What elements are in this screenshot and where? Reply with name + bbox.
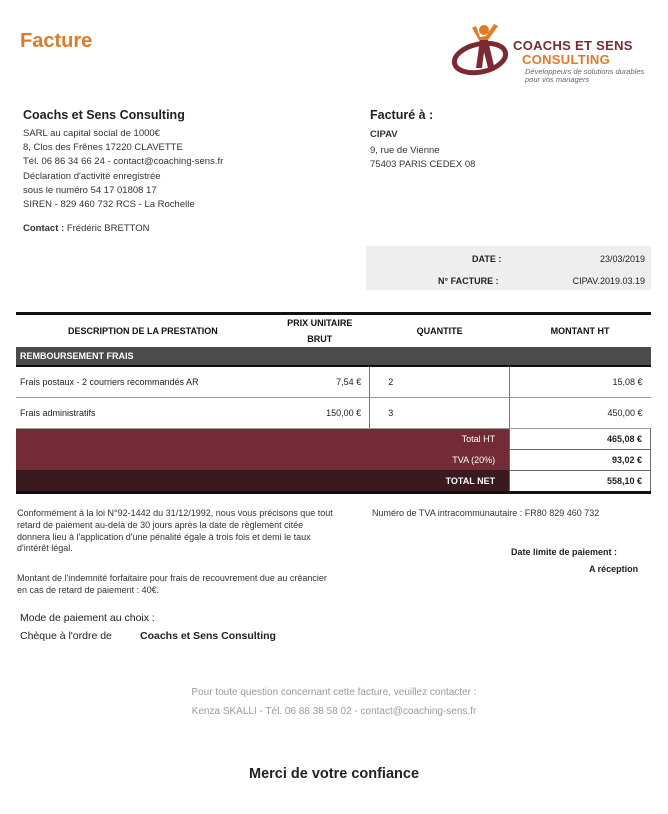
- row-quantity: 2: [370, 366, 510, 397]
- date-value: 23/03/2019: [599, 254, 645, 264]
- table-row: [16, 397, 651, 428]
- table-header-row: [16, 314, 651, 348]
- table-bottom-rule: [16, 491, 651, 494]
- due-date-label: Date limite de paiement :: [511, 547, 618, 557]
- footer-contact-intro: Pour toute question concernant cette facture, veuillez contacter :: [191, 687, 477, 698]
- col-description: DESCRIPTION DE LA PRESTATION: [16, 314, 270, 348]
- tva-row: [16, 449, 651, 470]
- payment-cheque-company: Coachs et Sens Consulting: [140, 630, 276, 642]
- billed-to-address: [370, 144, 475, 171]
- sender-line: Déclaration d'activité enregistrée: [23, 170, 161, 182]
- section-row: [16, 347, 651, 366]
- billed-line: 9, rue de Vienne: [370, 145, 440, 156]
- tva-value: 93,02 €: [510, 449, 651, 470]
- billed-to-title: Facturé à :: [370, 108, 434, 122]
- total-net-row: [16, 470, 651, 491]
- total-net-value: 558,10 €: [510, 470, 651, 491]
- row-description: Frais postaux - 2 courriers recommandés AR: [16, 366, 270, 397]
- due-date-value: A réception: [589, 564, 639, 574]
- late-penalty-notice: Conformément à la loi N°92-1442 du 31/12/1992, nous vous précisons que tout retard de paiement au-delà de 30 jours après la date de règlement citée donnera lieu à l'application d'une pénalité égale à trois fois et demi le taux d'intérêt légal.: [17, 508, 333, 554]
- thanks-message: Merci de votre confiance: [248, 766, 420, 782]
- invoice-number-label: N° FACTURE :: [438, 276, 499, 286]
- billed-to-name: CIPAV: [370, 129, 398, 140]
- row-unit-price: 7,54 €: [270, 366, 370, 397]
- billed-line: 75403 PARIS CEDEX 08: [370, 158, 476, 170]
- payment-title: Mode de paiement au choix :: [20, 612, 155, 624]
- row-description: Frais administratifs: [16, 397, 270, 428]
- tva-number: Numéro de TVA intracommunautaire : FR80 829 460 732: [372, 508, 600, 518]
- invoice-title: Facture: [20, 30, 93, 52]
- sender-line: 8, Clos des Frênes 17220 CLAVETTE: [23, 142, 183, 154]
- date-label: DATE :: [472, 254, 502, 264]
- total-ht-row: [16, 428, 651, 449]
- col-amount: MONTANT HT: [510, 314, 651, 348]
- total-net-label: TOTAL NET: [16, 470, 510, 491]
- logo-line-2: CONSULTING: [522, 52, 610, 67]
- company-logo: [450, 20, 650, 90]
- indemnity-notice: Montant de l'indemnité forfaitaire pour frais de recouvrement due au créancier en cas de retard de paiement : 40€.: [17, 573, 327, 595]
- invoice-number-value: CIPAV.2019.03.19: [572, 276, 645, 286]
- row-quantity: 3: [370, 397, 510, 428]
- col-quantity: QUANTITE: [370, 314, 510, 348]
- tva-label: TVA (20%): [16, 449, 510, 470]
- contact-label: Contact :: [23, 223, 65, 234]
- contact-value: Frédéric BRETTON: [66, 223, 150, 234]
- row-unit-price: 150,00 €: [270, 397, 370, 428]
- sender-line: Tél. 06 86 34 66 24 - contact@coaching-sens.fr: [23, 156, 224, 168]
- invoice-table: [16, 312, 651, 492]
- invoice-meta-box: [366, 246, 651, 290]
- sender-line: SIREN - 829 460 732 RCS - La Rochelle: [23, 199, 195, 211]
- footer-contact-details: Kenza SKALLI - Tél. 06 88 38 58 02 - contact@coaching-sens.fr: [191, 706, 477, 717]
- sender-contact: [23, 223, 150, 234]
- table-row: [16, 366, 651, 397]
- sender-name: Coachs et Sens Consulting: [23, 108, 185, 122]
- total-ht-label: Total HT: [16, 428, 510, 449]
- coach-figure-icon: [450, 20, 514, 82]
- row-amount: 450,00 €: [510, 397, 651, 428]
- sender-line: sous le numéro 54 17 01808 17: [23, 184, 157, 196]
- section-label: REMBOURSEMENT FRAIS: [16, 347, 651, 366]
- sender-line: SARL au capital social de 1000€: [23, 128, 160, 139]
- col-unit-price: PRIX UNITAIRE BRUT: [270, 314, 370, 348]
- row-amount: 15,08 €: [510, 366, 651, 397]
- logo-line-1: COACHS ET SENS: [513, 38, 633, 53]
- logo-tagline: Développeurs de solutions durables pour vos managers: [525, 67, 645, 84]
- payment-cheque-label: Chèque à l'ordre de: [20, 630, 112, 642]
- total-ht-value: 465,08 €: [510, 428, 651, 449]
- sender-address: [23, 127, 223, 212]
